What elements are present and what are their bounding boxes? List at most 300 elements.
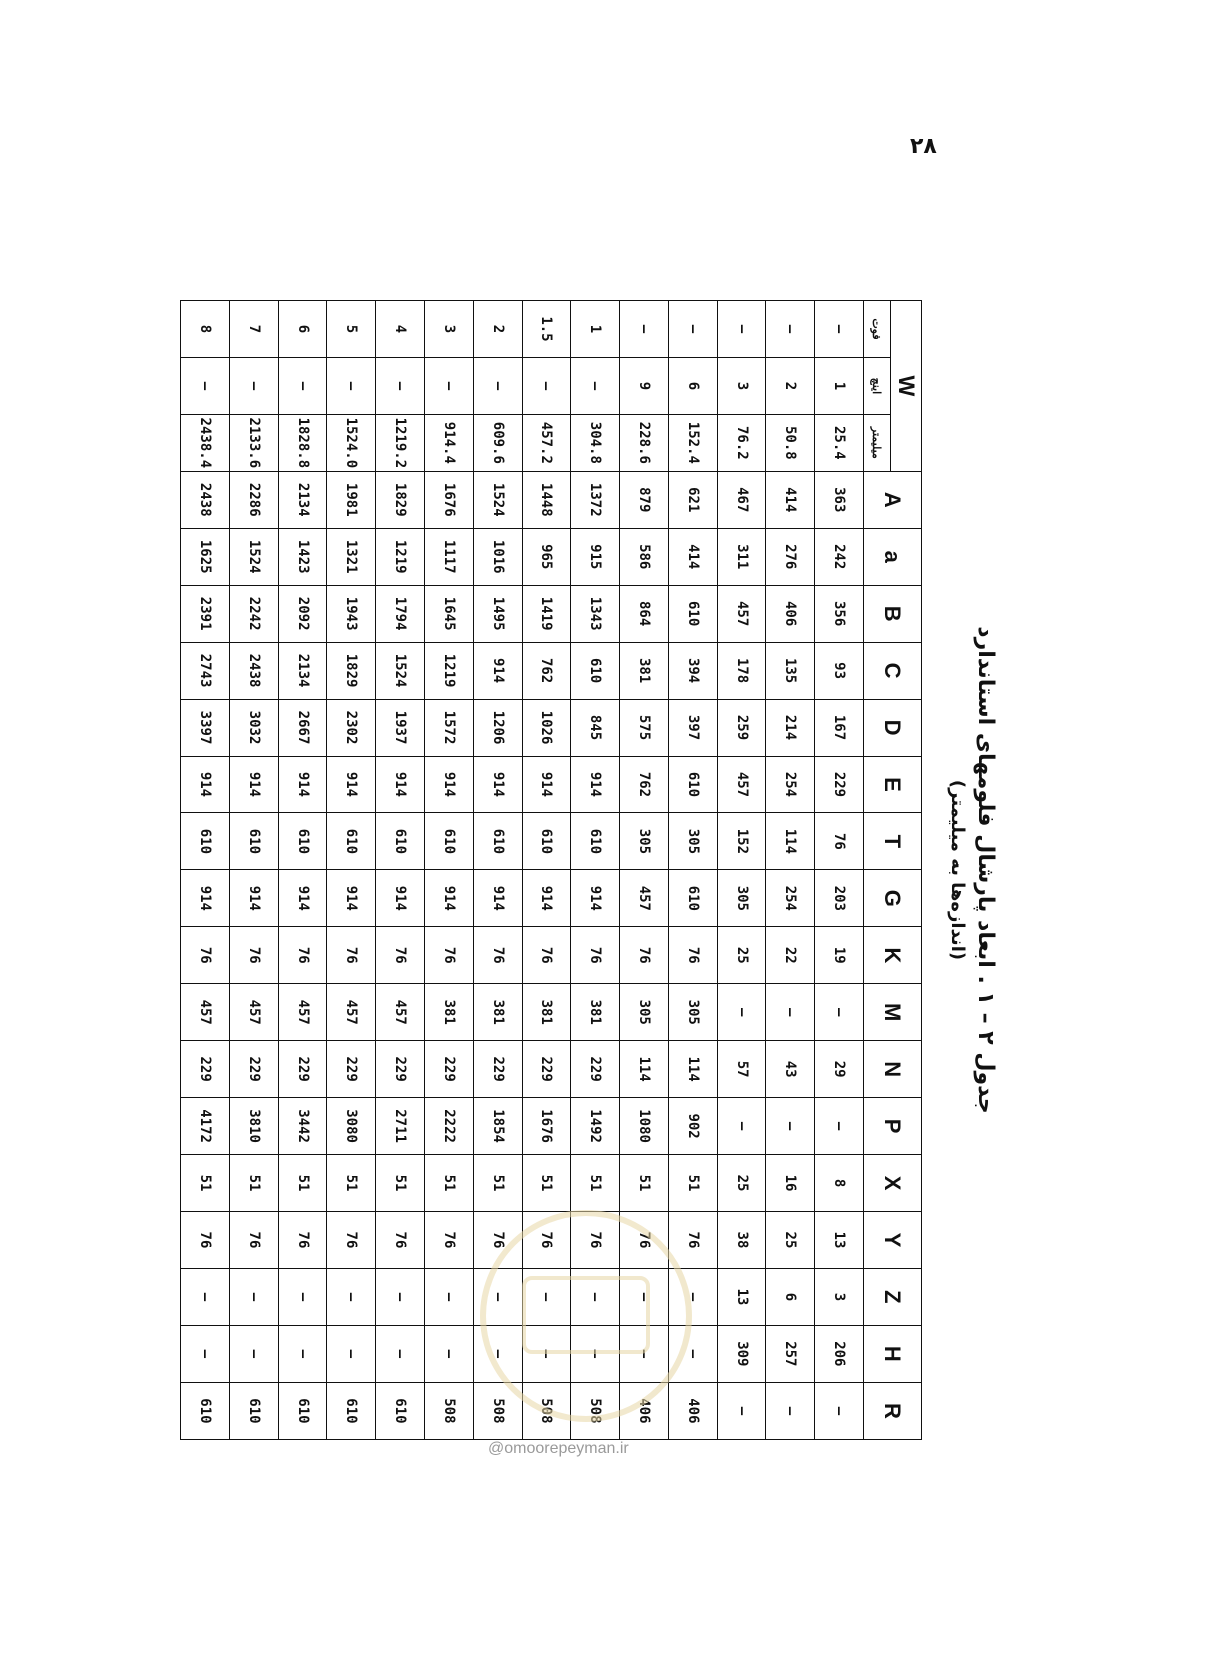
table-cell: 76.2 [717,414,766,471]
table-cell: — [327,1268,376,1325]
table-cell: 229 [424,1041,473,1098]
table-cell: 76 [571,927,620,984]
table-cell: 914 [424,756,473,813]
table-cell: 508 [571,1382,620,1439]
col-header-T: T [864,813,922,870]
table-cell: 51 [620,1155,669,1212]
table-cell: 25 [717,927,766,984]
table-cell: 914 [278,756,327,813]
table-cell: 178 [717,642,766,699]
col-header-X: X [864,1155,922,1212]
table-cell: — [473,1325,522,1382]
table-cell: 1524 [473,471,522,528]
table-cell: 914 [376,870,425,927]
table-cell: 8 [181,301,230,358]
table-cell: 762 [522,642,571,699]
table-cell: 43 [766,1041,815,1098]
w-header: W [891,301,922,472]
table-cell: – [620,301,669,358]
table-cell: 114 [668,1041,717,1098]
table-cell: — [717,1382,766,1439]
table-cell: 610 [668,870,717,927]
table-cell: 1937 [376,699,425,756]
table-cell: — [473,1268,522,1325]
table-cell: 1524.0 [327,414,376,471]
table-cell: 1943 [327,585,376,642]
table-cell: 1854 [473,1098,522,1155]
table-cell: 8 [815,1155,864,1212]
table-cell: 51 [522,1155,571,1212]
table-cell: 610 [571,813,620,870]
table-cell: 93 [815,642,864,699]
table-cell: 214 [766,699,815,756]
table-row [717,301,766,1440]
table-cell: 229 [473,1041,522,1098]
page-number: ۲۸ [910,134,937,159]
table-cell: 2133.6 [229,414,278,471]
table-cell: 2286 [229,471,278,528]
table-cell: — [181,1325,230,1382]
table-row [278,301,327,1440]
table-cell: — [278,1325,327,1382]
table-cell: – [181,357,230,414]
table-cell: — [668,1325,717,1382]
table-cell: 1 [815,357,864,414]
table-cell: 1524 [376,642,425,699]
table-cell: 51 [278,1155,327,1212]
table-cell: 610 [668,756,717,813]
col-header-Z: Z [864,1268,922,1325]
table-cell: 2743 [181,642,230,699]
table-cell: 51 [229,1155,278,1212]
table-cell: 508 [473,1382,522,1439]
table-cell: 1492 [571,1098,620,1155]
table-row [229,301,278,1440]
table-cell: 2134 [278,642,327,699]
table-cell: 381 [571,984,620,1041]
table-cell: 457 [229,984,278,1041]
table-cell: – [376,357,425,414]
table-cell: 76 [473,927,522,984]
table-cell: 203 [815,870,864,927]
watermark-inner-frame [522,1276,650,1354]
table-cell: 914 [327,870,376,927]
table-cell: 381 [473,984,522,1041]
col-header-H: H [864,1325,922,1382]
table-cell: 76 [620,927,669,984]
col-header-a: a [864,528,922,585]
col-header-B: B [864,585,922,642]
table-cell: 2711 [376,1098,425,1155]
table-cell: 1117 [424,528,473,585]
table-cell: 1219 [424,642,473,699]
table-cell: 135 [766,642,815,699]
table-cell: 76 [327,1212,376,1269]
table-cell: 76 [181,1212,230,1269]
table-cell: 305 [717,870,766,927]
table-cell: 406 [766,585,815,642]
table-cell: 915 [571,528,620,585]
table-cell: 621 [668,471,717,528]
table-cell: 38 [717,1212,766,1269]
table-cell: 610 [668,585,717,642]
table-cell: 3 [815,1268,864,1325]
table-cell: 508 [424,1382,473,1439]
table-cell: 610 [571,642,620,699]
table-cell: 1321 [327,528,376,585]
table-cell: 2242 [229,585,278,642]
table-cell: 6 [278,301,327,358]
col-header-G: G [864,870,922,927]
table-cell: 76 [424,1212,473,1269]
col-header-Y: Y [864,1212,922,1269]
table-cell: 914 [424,870,473,927]
w-sub-feet: فوت [864,301,891,358]
table-cell: 2438 [229,642,278,699]
table-cell: 914 [181,756,230,813]
table-cell: 457 [327,984,376,1041]
table-cell: 1829 [376,471,425,528]
table-cell: – [327,357,376,414]
table-cell: — [571,1325,620,1382]
table-cell: 228.6 [620,414,669,471]
table-cell: 406 [668,1382,717,1439]
table-cell: 1625 [181,528,230,585]
table-cell: 114 [766,813,815,870]
table-cell: 610 [278,813,327,870]
table-cell: 25.4 [815,414,864,471]
table-cell: 229 [522,1041,571,1098]
table-cell: 309 [717,1325,766,1382]
table-cell: 76 [181,927,230,984]
table-cell: 914 [571,756,620,813]
table-cell: 1206 [473,699,522,756]
table-cell: 914 [571,870,620,927]
table-cell: 51 [424,1155,473,1212]
table-cell: — [766,1098,815,1155]
table-cell: 76 [229,927,278,984]
table-cell: 2134 [278,471,327,528]
table-cell: 1524 [229,528,278,585]
table-cell: – [229,357,278,414]
table-cell: 1219.2 [376,414,425,471]
table-cell: 397 [668,699,717,756]
table-cell: 7 [229,301,278,358]
table-cell: 1026 [522,699,571,756]
table-cell: 76 [668,1212,717,1269]
table-cell: 25 [717,1155,766,1212]
table-cell: 2667 [278,699,327,756]
table-cell: 76 [278,927,327,984]
table-cell: 914 [327,756,376,813]
table-cell: 394 [668,642,717,699]
table-cell: 363 [815,471,864,528]
table-cell: 229 [327,1041,376,1098]
table-cell: 242 [815,528,864,585]
table-cell: 1.5 [522,301,571,358]
table-cell: 610 [327,813,376,870]
table-cell: 1016 [473,528,522,585]
table-cell: 3442 [278,1098,327,1155]
table-cell: 6 [766,1268,815,1325]
table-cell: – [278,357,327,414]
table-cell: 51 [181,1155,230,1212]
table-cell: 457 [717,585,766,642]
table-cell: 9 [620,357,669,414]
col-header-C: C [864,642,922,699]
table-cell: 467 [717,471,766,528]
table-cell: 76 [376,927,425,984]
table-cell: 114 [620,1041,669,1098]
table-cell: – [668,301,717,358]
table-cell: 965 [522,528,571,585]
table-cell: 2302 [327,699,376,756]
table-cell: 1343 [571,585,620,642]
table-cell: – [522,357,571,414]
table-cell: 610 [473,813,522,870]
table-cell: — [766,984,815,1041]
table-cell: 76 [376,1212,425,1269]
table-cell: 254 [766,870,815,927]
table-cell: 167 [815,699,864,756]
header-row-w [891,301,922,1440]
table-cell: 2391 [181,585,230,642]
table-cell: 51 [668,1155,717,1212]
table-cell: 76 [522,1212,571,1269]
table-cell: 2092 [278,585,327,642]
table-cell: 1372 [571,471,620,528]
table-cell: 4172 [181,1098,230,1155]
table-cell: 76 [668,927,717,984]
w-sub-inch: اینچ [864,357,891,414]
table-cell: 3397 [181,699,230,756]
table-row [424,301,473,1440]
table-cell: 229 [376,1041,425,1098]
table-cell: 229 [181,1041,230,1098]
table-cell: 76 [424,927,473,984]
table-cell: 50.8 [766,414,815,471]
table-cell: 51 [473,1155,522,1212]
table-cell: 864 [620,585,669,642]
table-cell: 845 [571,699,620,756]
table-cell: – [766,301,815,358]
table-cell: 6 [668,357,717,414]
table-cell: 76 [229,1212,278,1269]
table-cell: 457 [278,984,327,1041]
table-cell: 29 [815,1041,864,1098]
table-cell: 610 [522,813,571,870]
table-cell: 16 [766,1155,815,1212]
table-cell: – [717,301,766,358]
table-cell: 229 [278,1041,327,1098]
table-cell: – [473,357,522,414]
table-cell: 5 [327,301,376,358]
table-cell: — [424,1325,473,1382]
table-cell: 381 [424,984,473,1041]
col-header-P: P [864,1098,922,1155]
table-cell: 2438.4 [181,414,230,471]
table-cell: — [181,1268,230,1325]
table-cell: 76 [473,1212,522,1269]
table-cell: 3032 [229,699,278,756]
table-cell: 2438 [181,471,230,528]
col-header-M: M [864,984,922,1041]
col-header-N: N [864,1041,922,1098]
table-cell: 1794 [376,585,425,642]
table-cell: 610 [376,813,425,870]
table-cell: 1676 [522,1098,571,1155]
watermark-site-label: @omoorepeyman.ir [488,1440,629,1457]
table-cell: 610 [181,813,230,870]
table-cell: 457.2 [522,414,571,471]
table-cell: — [766,1382,815,1439]
table-cell: — [620,1268,669,1325]
table-cell: 610 [327,1382,376,1439]
table-cell: 76 [278,1212,327,1269]
table-cell: 610 [424,813,473,870]
table-cell: 2 [766,357,815,414]
table-cell: 76 [327,927,376,984]
table-cell: 610 [229,813,278,870]
table-cell: 575 [620,699,669,756]
table-cell: 1981 [327,471,376,528]
table-row [327,301,376,1440]
table-cell: 508 [522,1382,571,1439]
table-cell: 1448 [522,471,571,528]
table-cell: 19 [815,927,864,984]
table-cell: 13 [815,1212,864,1269]
table-cell: 914 [522,756,571,813]
table-cell: — [815,1098,864,1155]
table-cell: 610 [278,1382,327,1439]
table-cell: 762 [620,756,669,813]
table-cell: 1495 [473,585,522,642]
table-cell: — [815,984,864,1041]
col-header-K: K [864,927,922,984]
table-cell: 305 [668,984,717,1041]
table-cell: 586 [620,528,669,585]
table-cell: 381 [522,984,571,1041]
table-cell: — [717,1098,766,1155]
table-cell: 152.4 [668,414,717,471]
table-cell: — [229,1325,278,1382]
col-header-D: D [864,699,922,756]
table-cell: 259 [717,699,766,756]
table-cell: — [717,984,766,1041]
table-cell: — [424,1268,473,1325]
table-cell: 76 [571,1212,620,1269]
table-cell: 254 [766,756,815,813]
col-header-E: E [864,756,922,813]
table-cell: — [376,1268,425,1325]
caption-subtitle: (اندازه‌ها به میلیمتر) [947,779,968,961]
table-cell: – [815,301,864,358]
table-cell: — [229,1268,278,1325]
table-cell: 457 [376,984,425,1041]
table-cell: 414 [668,528,717,585]
table-cell: – [571,357,620,414]
table-cell: 1676 [424,471,473,528]
table-cell: 914 [181,870,230,927]
table-cell: 51 [376,1155,425,1212]
table-cell: 257 [766,1325,815,1382]
table-cell: 3080 [327,1098,376,1155]
table-cell: 1219 [376,528,425,585]
table-cell: 305 [620,813,669,870]
table-cell: — [522,1268,571,1325]
table-cell: 206 [815,1325,864,1382]
table-head [864,301,922,1440]
table-cell: 914 [473,642,522,699]
table-cell: 305 [668,813,717,870]
watermark-seal [480,1210,692,1422]
table-cell: 457 [620,870,669,927]
table-cell: 610 [181,1382,230,1439]
table-cell: 610 [229,1382,278,1439]
table-cell: 57 [717,1041,766,1098]
table-cell: 3 [424,301,473,358]
table-cell: 457 [181,984,230,1041]
table-cell: 914 [278,870,327,927]
table-cell: — [620,1325,669,1382]
table-cell: 457 [717,756,766,813]
table-cell: 276 [766,528,815,585]
table-cell: 1080 [620,1098,669,1155]
table-cell: 914 [473,870,522,927]
table-cell: – [424,357,473,414]
table-cell: 3 [717,357,766,414]
table-cell: 229 [815,756,864,813]
table-cell: 13 [717,1268,766,1325]
table-cell: 914.4 [424,414,473,471]
table-row [815,301,864,1440]
table-cell: 914 [522,870,571,927]
table-cell: 51 [571,1155,620,1212]
table-cell: 1572 [424,699,473,756]
table-cell: 610 [376,1382,425,1439]
table-cell: 1828.8 [278,414,327,471]
col-header-R: R [864,1382,922,1439]
table-cell: 914 [376,756,425,813]
table-cell: 381 [620,642,669,699]
table-cell: 305 [620,984,669,1041]
table-cell: 1419 [522,585,571,642]
table-row [376,301,425,1440]
table-cell: 304.8 [571,414,620,471]
table-cell: 609.6 [473,414,522,471]
table-cell: — [668,1268,717,1325]
table-caption [940,300,1000,1440]
table-cell: 229 [229,1041,278,1098]
table-cell: — [522,1325,571,1382]
table-cell: 1829 [327,642,376,699]
table-cell: 356 [815,585,864,642]
table-cell: 76 [522,927,571,984]
table-cell: — [376,1325,425,1382]
table-cell: 414 [766,471,815,528]
table-cell: 76 [620,1212,669,1269]
table-cell: 152 [717,813,766,870]
table-cell: 2 [473,301,522,358]
table-cell: 1423 [278,528,327,585]
table-cell: — [278,1268,327,1325]
table-cell: 311 [717,528,766,585]
table-cell: 25 [766,1212,815,1269]
table-cell: 914 [229,756,278,813]
table-cell: 914 [229,870,278,927]
table-cell: 22 [766,927,815,984]
table-cell: 1 [571,301,620,358]
